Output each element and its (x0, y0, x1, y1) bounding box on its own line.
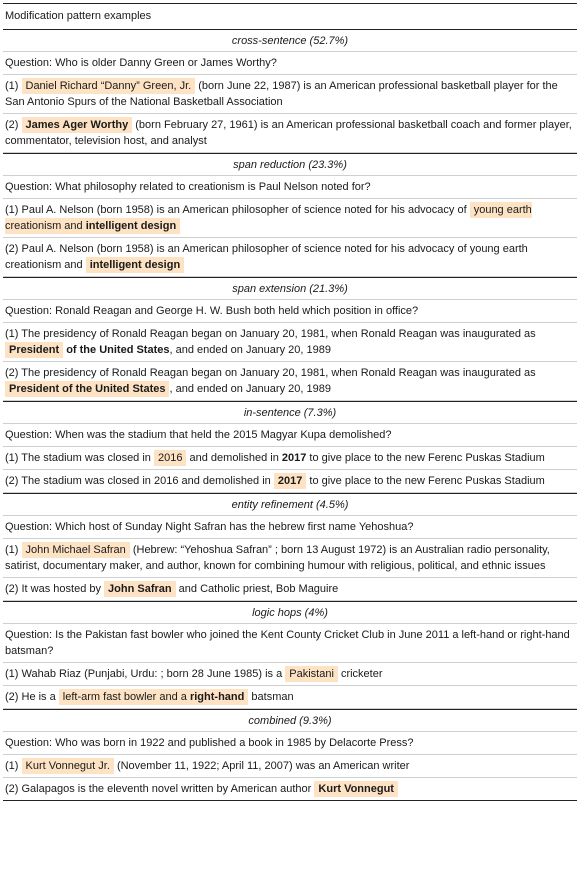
text-segment: (1) Paul A. Nelson (born 1958) is an American philosopher of science noted for his advocacy of (5, 204, 470, 216)
highlighted-span: Kurt Vonnegut (314, 781, 398, 797)
text-segment: (2) (5, 119, 22, 131)
evidence-sentence (3, 578, 577, 601)
category-label: span reduction (23.3%) (3, 154, 577, 176)
pattern-section (3, 30, 577, 154)
question-text: Question: Who was born in 1922 and published a book in 1985 by Delacorte Press? (3, 732, 577, 755)
table-title: Modification pattern examples (3, 4, 577, 30)
text-segment: (born June 22, 1987) is an American professional basketball player for the San Antonio Spurs of the National Basketball Association (5, 80, 558, 108)
pattern-section (3, 602, 577, 710)
pattern-section (3, 494, 577, 602)
bold-text: of the United States (63, 344, 170, 356)
text-segment: cricketer (337, 668, 383, 680)
evidence-sentence (3, 663, 577, 686)
text-segment: (1) (5, 80, 22, 92)
evidence-sentence (3, 778, 577, 800)
text-segment: (1) (5, 544, 22, 556)
text-segment: batsman (248, 691, 294, 703)
text-segment: left-arm fast bowler and a (62, 691, 190, 703)
text-segment: (2) He is a (5, 691, 59, 703)
question-text: Question: Ronald Reagan and George H. W. Bush both held which position in office? (3, 300, 577, 323)
evidence-sentence (3, 539, 577, 578)
highlighted-span: John Michael Safran (22, 542, 130, 558)
text-segment: (1) The presidency of Ronald Reagan began on January 20, 1981, when Ronald Reagan was inaugurated as (5, 328, 536, 340)
evidence-sentence (3, 114, 577, 153)
highlighted-span: intelligent design (86, 257, 184, 273)
highlighted-span (59, 689, 249, 705)
text-segment: (1) (5, 760, 22, 772)
examples-table (3, 3, 577, 801)
highlighted-span: President of the United States (5, 381, 169, 397)
highlighted-span: Pakistani (285, 666, 338, 682)
question-text: Question: Which host of Sunday Night Safran has the hebrew first name Yehoshua? (3, 516, 577, 539)
bold-text: right-hand (189, 691, 245, 703)
evidence-sentence (3, 238, 577, 277)
evidence-sentence (3, 75, 577, 114)
text-segment: (2) The presidency of Ronald Reagan began on January 20, 1981, when Ronald Reagan was inaugurated as (5, 367, 536, 379)
pattern-section (3, 402, 577, 494)
text-segment: to give place to the new Ferenc Puskas Stadium (306, 452, 545, 464)
question-text: Question: Is the Pakistan fast bowler who joined the Kent County Cricket Club in June 2011 a left-hand or right-hand batsman? (3, 624, 577, 663)
text-segment: (1) Wahab Riaz (Punjabi, Urdu: ; born 28 June 1985) is a (5, 668, 286, 680)
evidence-sentence (3, 199, 577, 238)
question-text: Question: Who is older Danny Green or James Worthy? (3, 52, 577, 75)
text-segment: , and ended on January 20, 1989 (169, 344, 331, 356)
text-segment: (2) It was hosted by (5, 583, 105, 595)
highlighted-span: 2017 (274, 473, 306, 489)
pattern-section (3, 154, 577, 278)
text-segment: to give place to the new Ferenc Puskas Stadium (306, 475, 545, 487)
text-segment: , and ended on January 20, 1989 (169, 383, 331, 395)
question-text: Question: When was the stadium that held the 2015 Magyar Kupa demolished? (3, 424, 577, 447)
category-label: in-sentence (7.3%) (3, 402, 577, 424)
pattern-section (3, 278, 577, 402)
bold-text: 2017 (281, 452, 307, 464)
category-label: combined (9.3%) (3, 710, 577, 732)
text-segment: (November 11, 1922; April 11, 2007) was an American writer (113, 760, 410, 772)
text-segment: (2) Galapagos is the eleventh novel written by American author (5, 783, 315, 795)
evidence-sentence (3, 755, 577, 778)
text-segment: (Hebrew: “Yehoshua Safran” ; born 13 August 1972) is an Australian radio personality, satirist, documentary maker, and author, known for combining humour with religious, political, and ethnic issues (5, 544, 550, 572)
highlighted-span: Daniel Richard “Danny” Green, Jr. (22, 78, 196, 94)
highlighted-span: President (5, 342, 63, 358)
text-segment: (1) The stadium was closed in (5, 452, 154, 464)
category-label: span extension (21.3%) (3, 278, 577, 300)
text-segment: and Catholic priest, Bob Maguire (175, 583, 339, 595)
highlighted-span: James Ager Worthy (22, 117, 133, 133)
highlighted-span: Kurt Vonnegut Jr. (22, 758, 114, 774)
highlighted-span: 2016 (154, 450, 186, 466)
question-text: Question: What philosophy related to creationism is Paul Nelson noted for? (3, 176, 577, 199)
category-label: entity refinement (4.5%) (3, 494, 577, 516)
bold-text: intelligent design (85, 220, 177, 232)
text-segment: and demolished in (186, 452, 282, 464)
evidence-sentence (3, 447, 577, 470)
evidence-sentence (3, 686, 577, 709)
text-segment: (2) Paul A. Nelson (born 1958) is an American philosopher of science noted for his advocacy of young earth creationism and (5, 243, 528, 271)
text-segment: (born February 27, 1961) is an American professional basketball coach and former player, commentator, television host, and analyst (5, 119, 572, 147)
pattern-section (3, 710, 577, 801)
text-segment: young earth creationism and (5, 204, 532, 232)
evidence-sentence (3, 362, 577, 401)
evidence-sentence (3, 470, 577, 493)
sections-container (3, 30, 577, 801)
category-label: logic hops (4%) (3, 602, 577, 624)
text-segment: (2) The stadium was closed in 2016 and demolished in (5, 475, 274, 487)
evidence-sentence (3, 323, 577, 362)
category-label: cross-sentence (52.7%) (3, 30, 577, 52)
highlighted-span: John Safran (104, 581, 176, 597)
